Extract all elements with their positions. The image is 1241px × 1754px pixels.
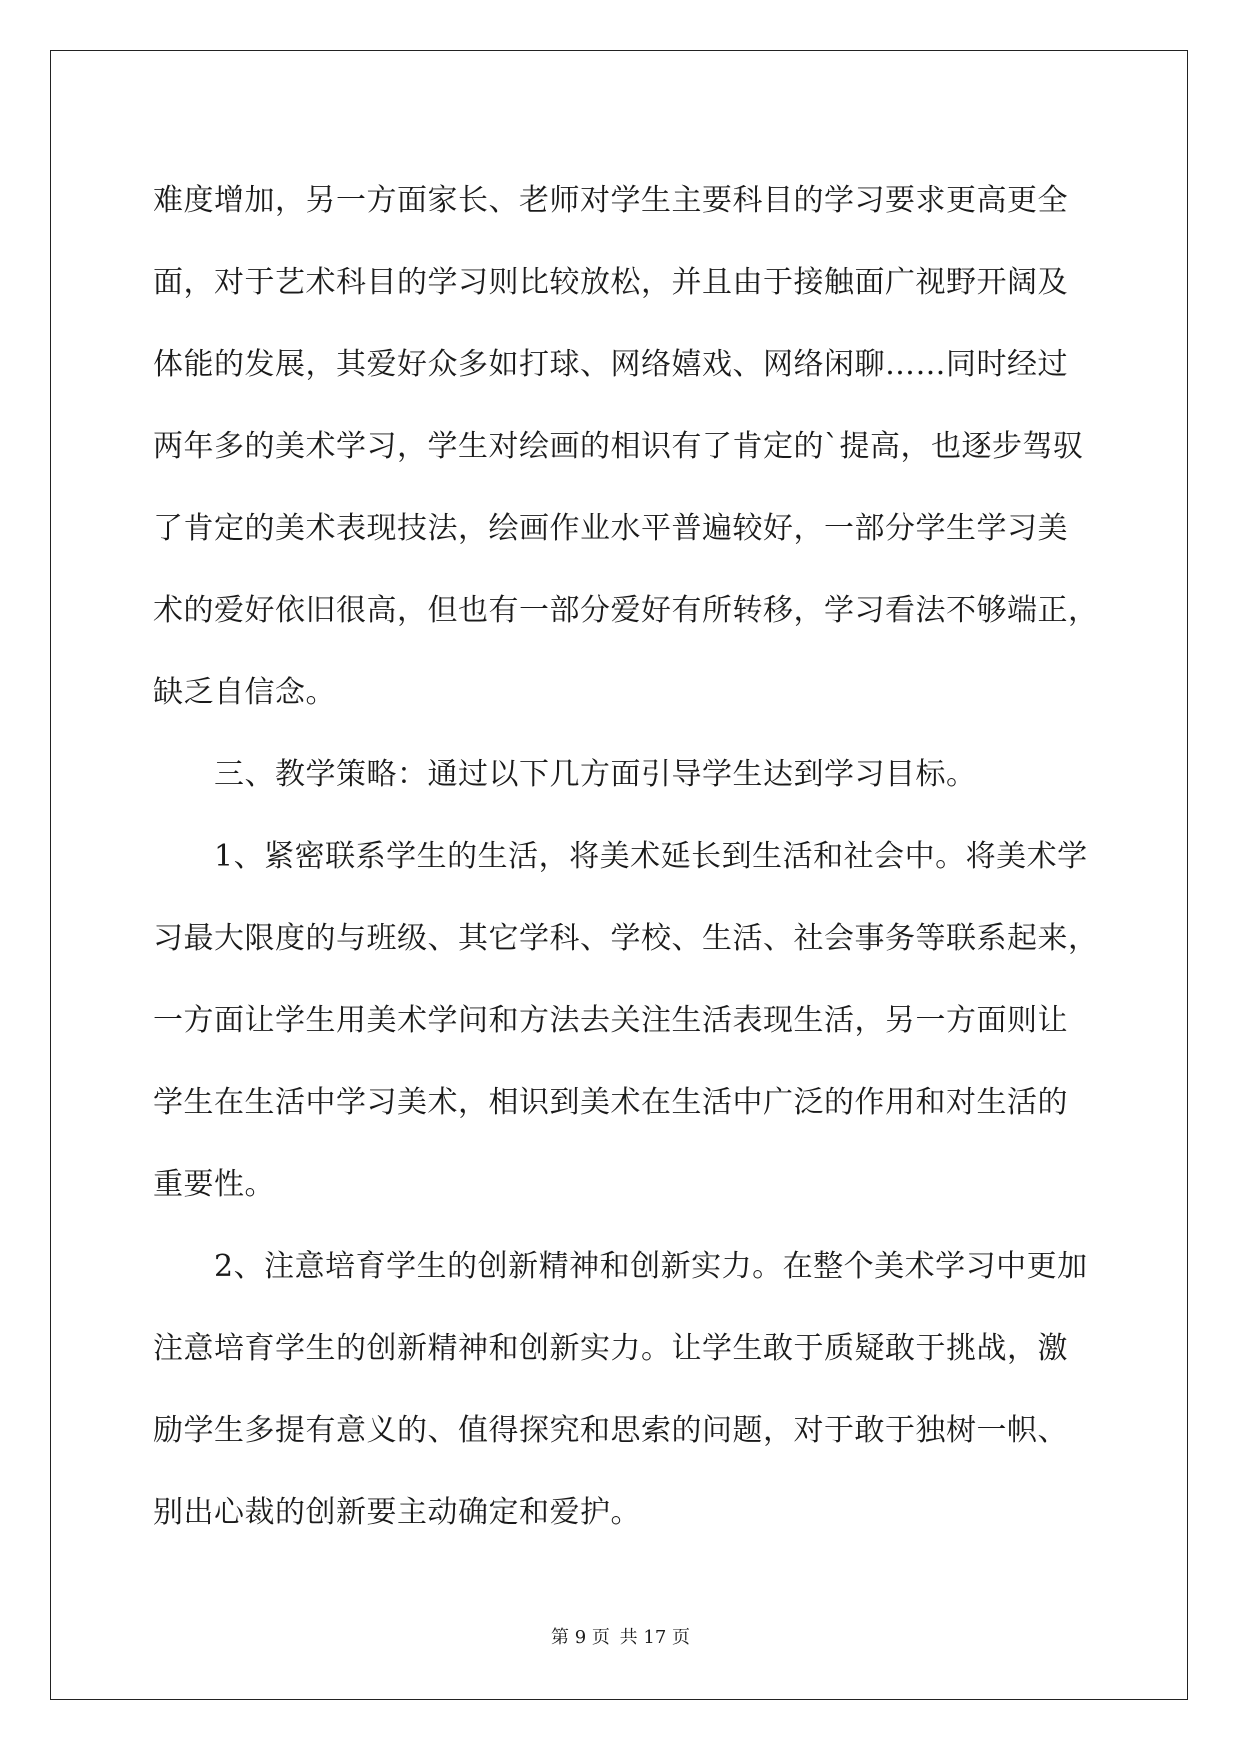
text-line: 术的爱好依旧很高，但也有一部分爱好有所转移，学习看法不够端正， bbox=[153, 593, 1099, 628]
section-heading-teaching-strategy bbox=[153, 734, 1085, 816]
heading-line: 三、教学策略：通过以下几方面引导学生达到学习目标。 bbox=[214, 757, 977, 792]
text-line: 励学生多提有意义的、值得探究和思索的问题，对于敢于独树一帜、 bbox=[153, 1413, 1068, 1448]
text-line: 两年多的美术学习，学生对绘画的相识有了肯定的`提高，也逐步驾驭 bbox=[153, 429, 1084, 464]
text-line: 1、紧密联系学生的生活，将美术延长到生活和社会中。将美术学 bbox=[214, 839, 1088, 874]
document-body bbox=[153, 160, 1099, 1554]
text-line: 缺乏自信念。 bbox=[153, 675, 336, 710]
page-footer bbox=[0, 1626, 1241, 1650]
text-line: 习最大限度的与班级、其它学科、学校、生活、社会事务等联系起来， bbox=[153, 921, 1099, 956]
text-line: 了肯定的美术表现技法，绘画作业水平普遍较好，一部分学生学习美 bbox=[153, 511, 1068, 546]
text-line: 学生在生活中学习美术，相识到美术在生活中广泛的作用和对生活的 bbox=[153, 1085, 1068, 1120]
text-line: 难度增加，另一方面家长、老师对学生主要科目的学习要求更高更全 bbox=[153, 183, 1068, 218]
text-line: 面，对于艺术科目的学习则比较放松，并且由于接触面广视野开阔及 bbox=[153, 265, 1068, 300]
text-line: 重要性。 bbox=[153, 1167, 275, 1202]
page-number: 第 9 页 bbox=[551, 1627, 610, 1648]
paragraph-student-analysis bbox=[153, 160, 1099, 734]
paragraph-item-1 bbox=[153, 816, 1099, 1226]
text-line: 体能的发展，其爱好众多如打球、网络嬉戏、网络闲聊……同时经过 bbox=[153, 347, 1068, 382]
text-line: 2、注意培育学生的创新精神和创新实力。在整个美术学习中更加 bbox=[214, 1249, 1088, 1284]
text-line: 注意培育学生的创新精神和创新实力。让学生敢于质疑敢于挑战，激 bbox=[153, 1331, 1068, 1366]
paragraph-item-2 bbox=[153, 1226, 1088, 1554]
page-total: 共 17 页 bbox=[619, 1627, 690, 1648]
text-line: 别出心裁的创新要主动确定和爱护。 bbox=[153, 1495, 641, 1530]
text-line: 一方面让学生用美术学问和方法去关注生活表现生活，另一方面则让 bbox=[153, 1003, 1068, 1038]
